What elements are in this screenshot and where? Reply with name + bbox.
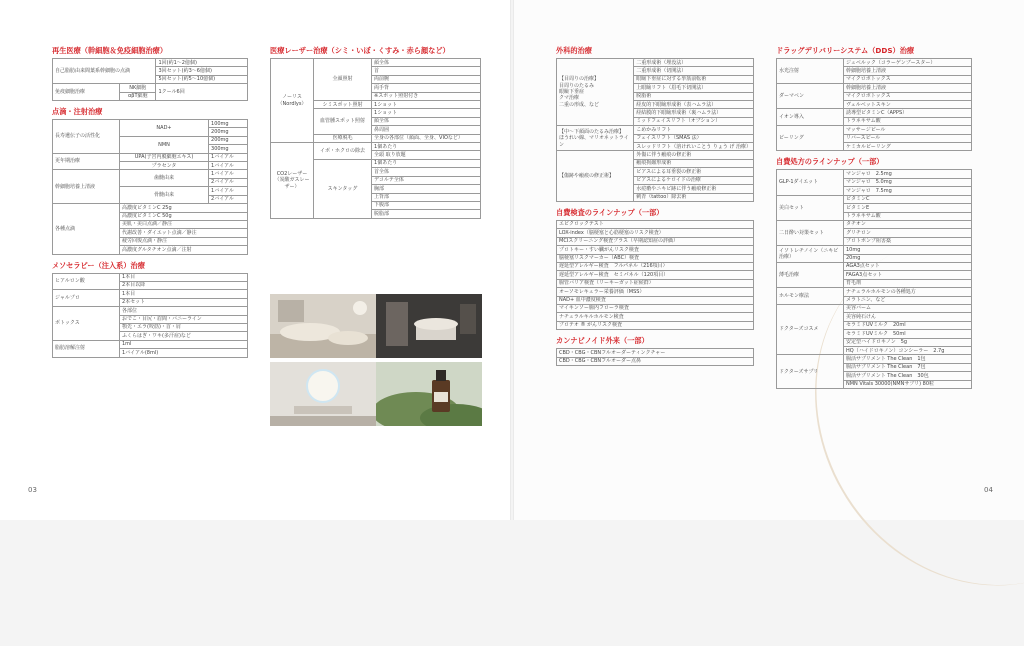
table-cell: NMN Vitals 30000(NMNサプリ) 80粒: [844, 380, 972, 388]
table-cell: ヴェルベットスキン: [844, 101, 972, 109]
section-title-drip: 点滴・注射治療: [52, 107, 103, 117]
table-cell: 2本セット: [120, 298, 248, 306]
table-cell: セラミドUVミルク 50ml: [844, 330, 972, 338]
table-cell: GLP-1ダイエット: [777, 170, 844, 195]
table-cell: 刺青（tattoo）除去術: [634, 193, 754, 201]
table-cell: セラミドUVミルク 20ml: [844, 321, 972, 329]
column-1: [52, 46, 248, 364]
category-line: 目周りのたるみ: [559, 82, 595, 89]
table-cell: 200mg: [209, 136, 248, 144]
table-cell: 1ショット: [372, 109, 481, 117]
table-cell: 10mg: [844, 246, 972, 254]
table-cell: 全身の各部位（顔面、全身、VIOなど）: [372, 134, 481, 142]
table-cell: ヒアルロン酸: [53, 273, 120, 290]
table-cell: 疲労回復点滴・静注: [120, 237, 248, 245]
table-cell: 高濃度グルタチオン点滴／注射: [120, 246, 248, 254]
table-cell: 顔全体: [372, 117, 481, 125]
table-cell: 全頭 取り放題: [372, 151, 481, 159]
table-cell: 5回セット(約5〜10億個): [156, 75, 248, 83]
table-cell: 腸活サプリメント The Clean 7包: [844, 363, 972, 371]
table-cell: 各部位: [120, 307, 248, 315]
table-cell: トラネキサム酸: [844, 212, 972, 220]
column-2: [270, 46, 481, 225]
table-cell: ホルモン療法: [777, 288, 844, 305]
page-number-left: 03: [28, 486, 37, 494]
table-cell: 幹細胞培養上清液: [53, 170, 120, 204]
table-cell: 代謝改善・ダイエット点滴／静注: [120, 229, 248, 237]
table-cell: NK細胞: [120, 84, 156, 92]
table-cell: 両手背: [372, 84, 481, 92]
dds-table: [776, 58, 972, 151]
surgery-table: [556, 58, 754, 202]
table-cell: 免疫細胞治療: [53, 84, 120, 101]
category-line: 【中〜下顔面のたるみ治療】: [559, 128, 625, 135]
table-cell: MCIスクリーニング検査プラス（早期認知症の評価）: [557, 237, 754, 245]
table-cell: スキンタッグ: [314, 159, 372, 218]
table-cell: 1バイアル: [209, 153, 248, 161]
table-cell: イボ・ホクロの除去: [314, 143, 372, 160]
table-cell: NAD+ 血中濃度検査: [557, 296, 754, 304]
table-cell: AGA3点セット: [844, 262, 972, 270]
table-cell: ピーリング: [777, 126, 844, 151]
table-cell: メラトニン、など: [844, 296, 972, 304]
meso-table: [52, 273, 248, 358]
treatment-room-photo: [376, 294, 482, 358]
table-cell: ダーマペン: [777, 84, 844, 109]
table-cell: 両前腕: [372, 75, 481, 83]
table-cell: 1回(約1〜2億個): [156, 59, 248, 67]
table-cell: 更年期治療: [53, 153, 120, 170]
serum-bottle-photo: [376, 362, 482, 426]
table-cell: ナチュラルホルモンの各種処方: [844, 288, 972, 296]
table-cell: 幹細胞培養上清液: [844, 84, 972, 92]
table-cell: 2バイアル: [209, 178, 248, 186]
table-cell: ナチュラルキルホルモン検査: [557, 313, 754, 321]
table-cell: 腸活サプリメント The Clean 30包: [844, 372, 972, 380]
table-cell: 遅延型アレルギー検査 フルパネル（216項目）: [557, 262, 754, 270]
table-cell: CO2レーザー（炭酸ガスレーザー）: [271, 143, 314, 219]
table-cell: 1本目: [120, 290, 248, 298]
table-cell: トラネキサム酸: [844, 117, 972, 125]
table-cell: 二重形成術（切開法）: [634, 67, 754, 75]
table-cell: ノーリス（Nordlys）: [271, 59, 314, 143]
table-cell: 高濃度ビタミンC 25g: [120, 204, 248, 212]
page-gutter: [510, 0, 514, 520]
table-cell: ※スポット照射付き: [372, 92, 481, 100]
table-cell: ドクターズコスメ: [777, 304, 844, 354]
table-cell: ジャルプロ: [53, 290, 120, 307]
table-cell: 長寿遺伝子の活性化: [53, 120, 120, 154]
section-title-dds: ドラッグデリバリーシステム（DDS）治療: [776, 46, 915, 55]
table-cell: 下腹部: [372, 201, 481, 209]
category-line: 二重の形成、など: [559, 101, 600, 108]
table-cell: 胸部: [372, 185, 481, 193]
table-cell: 歯髄由来: [120, 170, 209, 187]
category-line: クマ治療: [559, 95, 580, 102]
table-cell: 20mg: [844, 254, 972, 262]
table-cell: 経結膜的下眼瞼形成術（裏ハムラ法）: [634, 109, 754, 117]
table-cell: 誘導型ビタミンC（APPS）: [844, 109, 972, 117]
table-cell: ピアスによる耳垂裂の修正術: [634, 168, 754, 176]
section-title-self-tests: 自費検査のラインナップ（一部）: [556, 207, 664, 217]
table-cell: 外傷に伴う瘢痕の修正術: [634, 151, 754, 159]
table-cell: エピクロックテスト: [557, 220, 754, 228]
table-cell: マイクロボトックス: [844, 75, 972, 83]
table-cell: [557, 126, 634, 151]
column-3: [556, 46, 754, 372]
table-cell: フェイスリフト（SMAS 法）: [634, 134, 754, 142]
table-cell: 安定型ハイドロキノン 5g: [844, 338, 972, 346]
mirror-room-photo: [270, 362, 376, 426]
table-cell: 1個あたり: [372, 159, 481, 167]
table-cell: 首: [372, 67, 481, 75]
page-number-right: 04: [984, 486, 993, 494]
column-4: [776, 46, 972, 395]
table-cell: [557, 59, 634, 126]
rx-table: [776, 169, 972, 389]
table-cell: 100mg: [209, 120, 248, 128]
section-title-cbd: カンナビノイド外来（一部）: [556, 336, 649, 346]
table-cell: マンジャロ 7.5mg: [844, 187, 972, 195]
table-cell: ケミカルピーリング: [844, 143, 972, 151]
section-title-surgery: 外科的治療: [556, 46, 592, 55]
table-cell: グリチロン: [844, 229, 972, 237]
table-cell: マイクロボトックス: [844, 92, 972, 100]
category-line: ほうれい線、マリオネットライン: [559, 135, 629, 148]
table-cell: 腸管バリア検査（リーキーガット症候群）: [557, 279, 754, 287]
table-cell: αβT細胞: [120, 92, 156, 100]
table-cell: マンジャロ 5.0mg: [844, 178, 972, 186]
table-cell: LOX-index（脳梗塞と心筋梗塞のリスク検査）: [557, 229, 754, 237]
table-cell: マッサージピール: [844, 126, 972, 134]
table-cell: 鼻周囲: [372, 126, 481, 134]
table-cell: 300mg: [209, 145, 248, 153]
table-cell: 各種点滴: [53, 204, 120, 254]
table-cell: ボトックス: [53, 307, 120, 341]
table-cell: プロトキー・すい臓がんリスク検査: [557, 246, 754, 254]
stem-cell-table: [52, 58, 248, 101]
table-cell: ビタミンE: [844, 204, 972, 212]
table-cell: 【傷跡や瘢痕の修正術】: [557, 151, 634, 201]
table-cell: 1バイアル: [209, 162, 248, 170]
table-cell: 二重形成術（埋没法）: [634, 59, 754, 67]
table-cell: UPA(子宮内膜細胞エキス): [120, 153, 209, 161]
table-cell: ピアスによるケロイドの治療: [634, 176, 754, 184]
table-cell: 育毛剤: [844, 279, 972, 287]
table-cell: 顔全体: [372, 59, 481, 67]
table-cell: 1クール6回: [156, 84, 248, 101]
self-tests-table: [556, 220, 754, 330]
table-cell: 上背部: [372, 193, 481, 201]
table-cell: タチオン: [844, 220, 972, 228]
table-cell: 薄毛治療: [777, 262, 844, 287]
table-cell: イオン導入: [777, 109, 844, 126]
table-cell: 脱脂部: [372, 210, 481, 218]
category-line: 【目周りの治療】: [559, 76, 600, 83]
table-cell: 3回セット(約3〜6億個): [156, 67, 248, 75]
table-cell: プロトポンプ阻害薬: [844, 237, 972, 245]
table-cell: ビタミンC: [844, 195, 972, 203]
section-title-stem-cell: 再生医療（幹細胞＆免疫細胞治療）: [52, 46, 168, 55]
table-cell: プラセンタ: [120, 162, 209, 170]
table-cell: 全顔照射: [314, 59, 372, 101]
table-cell: 脳梗塞リスクマーカー（ABC）検査: [557, 254, 754, 262]
section-title-meso: メソセラピー（注入系）治療: [52, 260, 145, 270]
table-cell: 1バイアル(8ml): [120, 349, 248, 357]
table-cell: 瘢痕拘縮形成術: [634, 159, 754, 167]
table-cell: 1ml: [120, 340, 248, 348]
table-cell: スレッドリフト（溶けれいことう りょう げ 治療）: [634, 143, 754, 151]
table-cell: 骨髄由来: [120, 187, 209, 204]
table-cell: イソトレチノイン（ニキビ治療）: [777, 246, 844, 263]
table-cell: 美容純石けん: [844, 313, 972, 321]
table-cell: ミッドフェイスリフト（オプション）: [634, 117, 754, 125]
table-cell: 美肌・美白点滴／静注: [120, 220, 248, 228]
table-cell: 幹細胞培養上清液: [844, 67, 972, 75]
table-cell: 水光注射: [777, 59, 844, 84]
table-cell: 美白セット: [777, 195, 844, 220]
section-title-laser: 医療レーザー治療（シミ・いぼ・くすみ・赤ら顔など）: [270, 46, 450, 55]
table-cell: HQ（ハイドロキノン）コンシーラー 2.7g: [844, 347, 972, 355]
lounge-photo: [270, 294, 376, 358]
category-line: 眼瞼下垂症: [559, 88, 585, 95]
table-cell: FAGA3点セット: [844, 271, 972, 279]
table-cell: 1バイアル: [209, 187, 248, 195]
table-cell: リバースピール: [844, 134, 972, 142]
drip-table: [52, 119, 248, 255]
table-cell: 2バイアル: [209, 195, 248, 203]
table-cell: ドクターズサプリ: [777, 355, 844, 389]
section-title-rx: 自費処方のラインナップ（一部）: [776, 157, 884, 167]
table-cell: ふくらはぎ・ワキ(多汗症)など: [120, 332, 248, 340]
table-cell: NMN: [120, 136, 209, 153]
table-cell: 腸活サプリメント The Clean 1包: [844, 355, 972, 363]
table-cell: 自己脂肪由来間葉系幹細胞の点滴: [53, 59, 156, 84]
table-cell: 顎先・エラ(咬筋)・首・肩: [120, 323, 248, 331]
table-cell: 高濃度ビタミンC 50g: [120, 212, 248, 220]
table-cell: 1本目: [120, 273, 248, 281]
laser-table: [270, 58, 481, 219]
table-cell: 2本目以降: [120, 281, 248, 289]
table-cell: 遅延型アレルギー検査 セミパネル（120項目）: [557, 271, 754, 279]
table-cell: 首全体: [372, 168, 481, 176]
table-cell: 脱脂術: [634, 92, 754, 100]
table-cell: 二日酔い対策セット: [777, 220, 844, 245]
table-cell: 1個あたり: [372, 143, 481, 151]
table-cell: 美容バーム: [844, 304, 972, 312]
table-cell: シミスポット照射: [314, 101, 372, 109]
table-cell: 眼瞼下垂症に対する挙筋前転術: [634, 75, 754, 83]
table-cell: 血管腫スポット照射: [314, 109, 372, 134]
table-cell: ジュベルック（コラーゲンブースター）: [844, 59, 972, 67]
table-cell: 脂肪溶解注射: [53, 340, 120, 357]
table-cell: 200mg: [209, 128, 248, 136]
table-cell: 1バイアル: [209, 170, 248, 178]
table-cell: 医療脱毛: [314, 134, 372, 142]
table-cell: こめかみリフト: [634, 126, 754, 134]
table-cell: マイキンソー腸内フローラ検査: [557, 304, 754, 312]
table-cell: おでこ・目尻・眉間・バニーライン: [120, 315, 248, 323]
cbd-table: [556, 348, 754, 366]
table-cell: デコルテ全体: [372, 176, 481, 184]
table-cell: 経皮的下眼瞼形成術（表ハムラ法）: [634, 101, 754, 109]
table-cell: 上眼瞼リフト（眉毛下切開法）: [634, 84, 754, 92]
table-cell: NAD+: [120, 120, 209, 137]
table-cell: CBD・CBG・CBNフルオーダー点鼻: [557, 357, 754, 365]
table-cell: プロテオ ® がんリスク検査: [557, 321, 754, 329]
table-cell: 水痘瘡やニキビ跡に伴う瘢痕修正術: [634, 185, 754, 193]
table-cell: 1ショット: [372, 101, 481, 109]
table-cell: CBD・CBG・CBNフルオーダーティンクチャー: [557, 349, 754, 357]
table-cell: オーソモレキュラー栄養評価（MSS）: [557, 288, 754, 296]
table-cell: マンジャロ 2.5mg: [844, 170, 972, 178]
